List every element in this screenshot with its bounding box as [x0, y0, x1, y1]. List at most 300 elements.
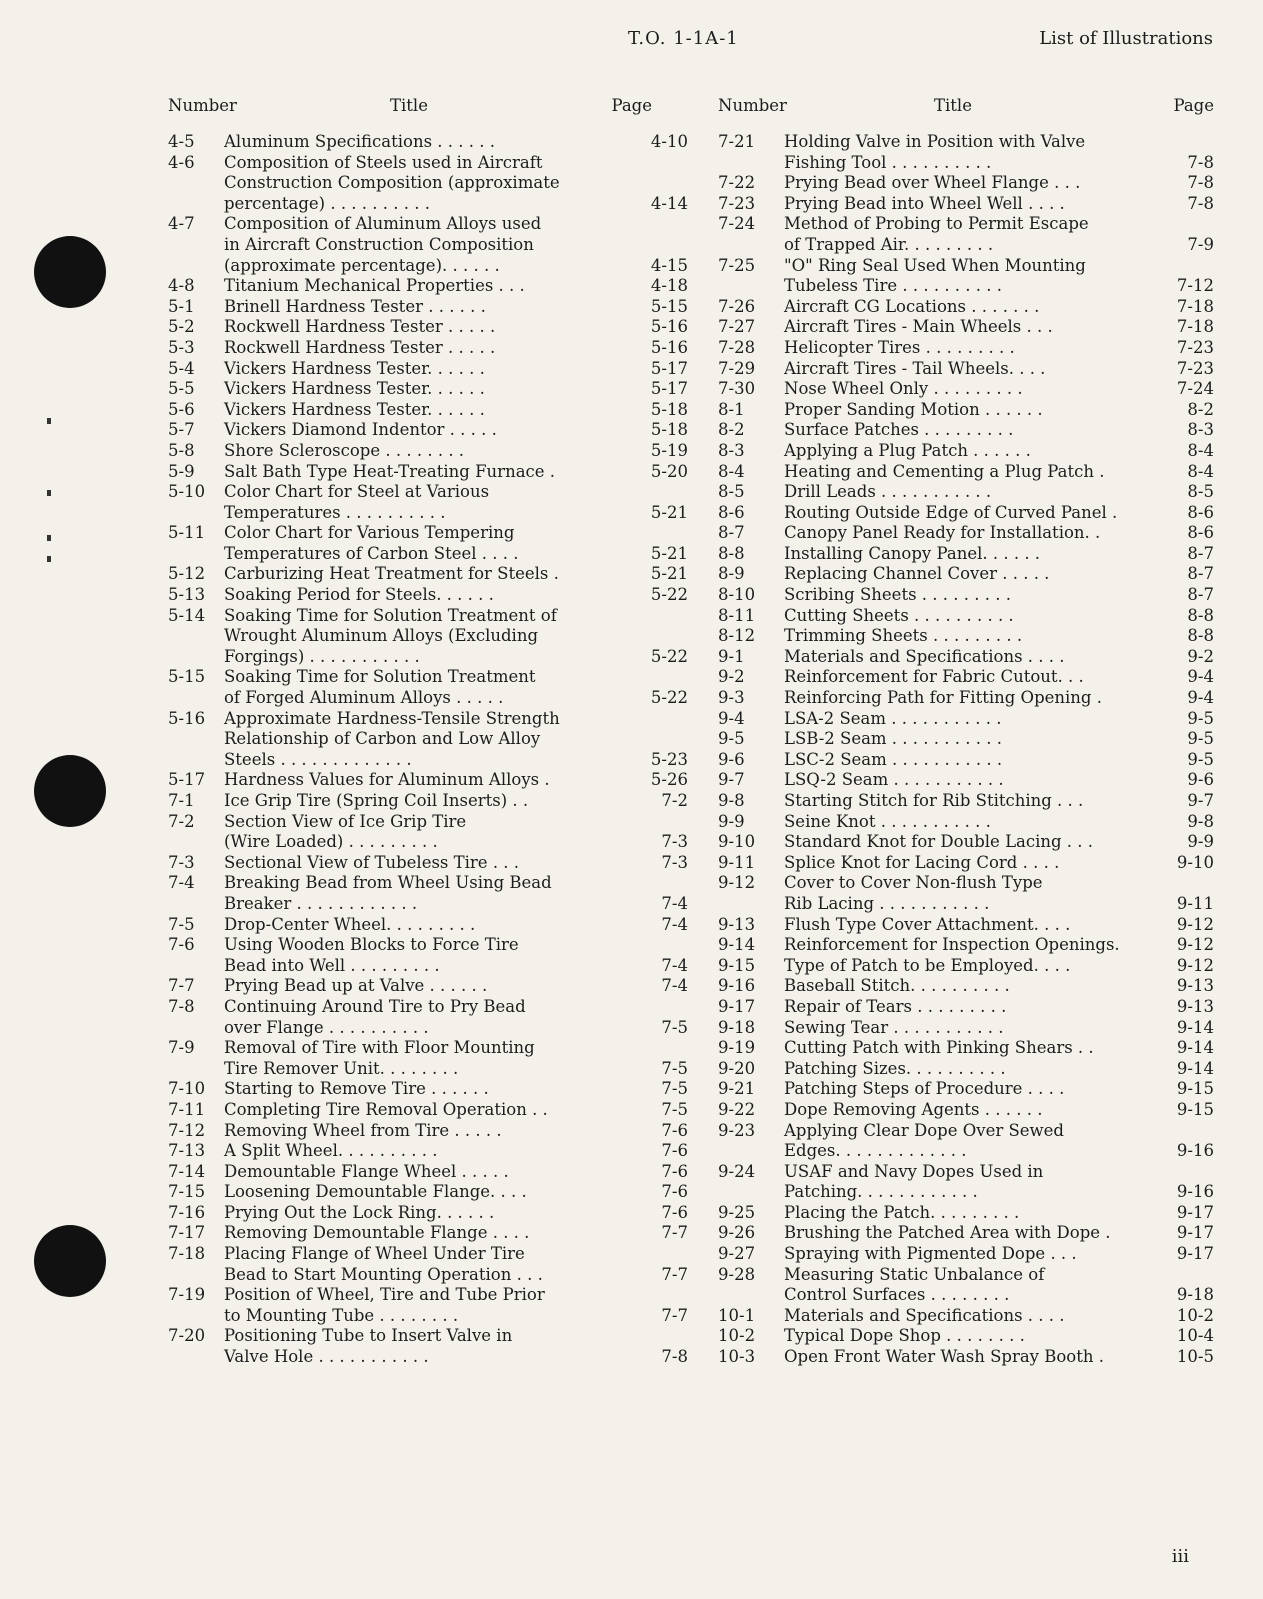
figure-page: 9-2	[1187, 646, 1214, 666]
figure-number: 5-4	[168, 358, 195, 378]
figure-number: 8-8	[718, 543, 745, 563]
figure-title-line: Fishing Tool . . . . . . . . . .	[784, 152, 992, 172]
figure-title-line: Vickers Hardness Tester. . . . . .	[224, 399, 485, 419]
figure-number: 9-12	[718, 873, 756, 893]
figure-number: 9-20	[718, 1058, 756, 1078]
list-item	[168, 1244, 688, 1285]
figure-title-line: Splice Knot for Lacing Cord . . . .	[784, 852, 1060, 872]
figure-page: 8-2	[1187, 399, 1214, 419]
figure-number: 9-23	[718, 1120, 756, 1140]
figure-page: 9-16	[1176, 1141, 1214, 1161]
figure-number: 9-19	[718, 1038, 756, 1058]
figure-title-line: Reinforcement for Fabric Cutout. . .	[784, 667, 1084, 687]
figure-title-line: Seine Knot . . . . . . . . . . .	[784, 811, 991, 831]
figure-number: 5-5	[168, 379, 195, 399]
figure-title-line: Color Chart for Various Tempering	[224, 523, 515, 543]
figure-title-line: Removing Wheel from Tire . . . . .	[224, 1120, 502, 1140]
illustration-list-left	[168, 132, 688, 1368]
list-item	[718, 256, 1214, 297]
figure-number: 7-21	[718, 132, 756, 151]
figure-title-line: Prying Bead up at Valve . . . . . .	[224, 976, 488, 996]
figure-title-line: in Aircraft Construction Composition	[224, 234, 534, 254]
figure-title-line: Steels . . . . . . . . . . . . .	[224, 749, 412, 769]
list-item	[718, 667, 1214, 688]
list-item	[718, 750, 1214, 771]
figure-page: 7-5	[661, 1058, 688, 1078]
figure-title-line: Aircraft Tires - Main Wheels . . .	[784, 317, 1053, 337]
figure-title-line: Edges. . . . . . . . . . . . .	[784, 1141, 967, 1161]
figure-title-line: Approximate Hardness-Tensile Strength	[224, 708, 560, 728]
figure-title-line: Temperatures . . . . . . . . . .	[224, 502, 446, 522]
figure-title-line: Rockwell Hardness Tester . . . . .	[224, 317, 496, 337]
figure-title-line: LSQ-2 Seam . . . . . . . . . . .	[784, 770, 1004, 790]
figure-number: 9-13	[718, 914, 756, 934]
figure-page: 7-8	[1187, 152, 1214, 172]
figure-title-line: Completing Tire Removal Operation . .	[224, 1099, 548, 1119]
figure-title-line: Aircraft Tires - Tail Wheels. . . .	[784, 358, 1046, 378]
figure-number: 5-9	[168, 461, 195, 481]
figure-number: 4-6	[168, 152, 195, 172]
figure-page: 9-15	[1176, 1099, 1214, 1119]
list-item	[718, 1203, 1214, 1224]
figure-title-line: Relationship of Carbon and Low Alloy	[224, 729, 541, 749]
figure-page: 7-8	[661, 1347, 688, 1367]
figure-page: 5-20	[650, 461, 688, 481]
list-item	[168, 791, 688, 812]
figure-title-line: Aircraft CG Locations . . . . . . .	[784, 296, 1040, 316]
figure-title-line: Placing the Patch. . . . . . . . .	[784, 1202, 1020, 1222]
figure-title-line: Cover to Cover Non-flush Type	[784, 873, 1043, 893]
figure-page: 5-21	[650, 543, 688, 563]
figure-title-line: Vickers Diamond Indentor . . . . .	[224, 420, 497, 440]
figure-title-line: LSA-2 Seam . . . . . . . . . . .	[784, 708, 1002, 728]
figure-title-line: Prying Bead over Wheel Flange . . .	[784, 173, 1081, 193]
figure-page: 9-12	[1176, 935, 1214, 955]
figure-number: 5-11	[168, 523, 206, 543]
figure-number: 7-15	[168, 1182, 206, 1202]
figure-title-line: Rib Lacing . . . . . . . . . . .	[784, 893, 990, 913]
figure-title-line: Carburizing Heat Treatment for Steels .	[224, 564, 559, 584]
list-item	[168, 935, 688, 976]
figure-title-line: Vickers Hardness Tester. . . . . .	[224, 379, 485, 399]
figure-title-line: Bead into Well . . . . . . . . .	[224, 955, 440, 975]
list-item	[168, 1100, 688, 1121]
figure-page: 5-17	[650, 358, 688, 378]
list-item	[718, 606, 1214, 627]
figure-title-line: Repair of Tears . . . . . . . . .	[784, 996, 1007, 1016]
figure-number: 7-16	[168, 1202, 206, 1222]
figure-page: 7-5	[661, 1017, 688, 1037]
list-item	[718, 544, 1214, 565]
figure-page: 5-23	[650, 749, 688, 769]
list-item	[168, 1223, 688, 1244]
figure-number: 7-30	[718, 379, 756, 399]
figure-title-line: Bead to Start Mounting Operation . . .	[224, 1264, 543, 1284]
figure-page: 9-11	[1176, 893, 1214, 913]
figure-title-line: Shore Scleroscope . . . . . . . .	[224, 440, 465, 460]
figure-number: 9-15	[718, 955, 756, 975]
figure-number: 5-12	[168, 564, 206, 584]
figure-page: 9-4	[1187, 688, 1214, 708]
figure-page: 9-14	[1176, 1038, 1214, 1058]
section-title: List of Illustrations	[1039, 28, 1213, 49]
figure-number: 8-9	[718, 564, 745, 584]
figure-page: 5-16	[650, 337, 688, 357]
figure-title-line: Demountable Flange Wheel . . . . .	[224, 1161, 509, 1181]
figure-number: 7-26	[718, 296, 756, 316]
figure-page: 7-4	[661, 976, 688, 996]
page-header: Page	[1173, 96, 1214, 115]
list-item	[718, 523, 1214, 544]
figure-number: 9-7	[718, 770, 745, 790]
list-item	[718, 873, 1214, 914]
figure-page: 9-17	[1176, 1244, 1214, 1264]
figure-title-line: Section View of Ice Grip Tire	[224, 811, 467, 831]
figure-title-line: Color Chart for Steel at Various	[224, 482, 490, 502]
list-item	[718, 1306, 1214, 1327]
figure-number: 5-14	[168, 605, 206, 625]
figure-number: 8-2	[718, 420, 745, 440]
figure-page: 4-18	[650, 276, 688, 296]
list-item	[168, 812, 688, 853]
list-item	[168, 873, 688, 914]
figure-number: 5-13	[168, 585, 206, 605]
list-item	[168, 976, 688, 997]
list-item	[718, 832, 1214, 853]
figure-title-line: Titanium Mechanical Properties . . .	[224, 276, 525, 296]
figure-page: 7-9	[1187, 234, 1214, 254]
figure-number: 9-21	[718, 1079, 756, 1099]
figure-title-line: Starting to Remove Tire . . . . . .	[224, 1079, 489, 1099]
figure-number: 7-22	[718, 173, 756, 193]
list-item	[718, 791, 1214, 812]
figure-number: 5-1	[168, 296, 195, 316]
figure-title-line: LSC-2 Seam . . . . . . . . . . .	[784, 749, 1003, 769]
figure-number: 9-17	[718, 996, 756, 1016]
figure-title-line: Scribing Sheets . . . . . . . . .	[784, 585, 1011, 605]
figure-title-line: Brushing the Patched Area with Dope .	[784, 1223, 1111, 1243]
punch-mark	[47, 418, 51, 424]
figure-number: 7-1	[168, 791, 195, 810]
figure-title-line: "O" Ring Seal Used When Mounting	[784, 255, 1086, 275]
figure-title-line: Applying Clear Dope Over Sewed	[784, 1120, 1064, 1140]
figure-number: 8-10	[718, 585, 756, 605]
figure-number: 9-26	[718, 1223, 756, 1243]
figure-page: 7-12	[1176, 276, 1214, 296]
figure-page: 8-6	[1187, 502, 1214, 522]
punch-mark	[47, 490, 51, 496]
figure-number: 9-28	[718, 1264, 756, 1284]
figure-number: 5-7	[168, 420, 195, 440]
figure-page: 7-7	[661, 1223, 688, 1243]
figure-title-line: Breaker . . . . . . . . . . . .	[224, 893, 418, 913]
list-item	[718, 1100, 1214, 1121]
figure-page: 7-23	[1176, 358, 1214, 378]
figure-title-line: Vickers Hardness Tester. . . . . .	[224, 358, 485, 378]
figure-page: 5-16	[650, 317, 688, 337]
list-item	[718, 812, 1214, 833]
list-item	[718, 1223, 1214, 1244]
figure-page: 9-18	[1176, 1285, 1214, 1305]
figure-page: 5-22	[650, 585, 688, 605]
figure-number: 7-7	[168, 976, 195, 996]
figure-number: 7-9	[168, 1038, 195, 1058]
list-item	[168, 276, 688, 297]
list-item	[718, 1347, 1214, 1368]
figure-title-line: Hardness Values for Aluminum Alloys .	[224, 770, 550, 790]
figure-title-line: Patching Steps of Procedure . . . .	[784, 1079, 1065, 1099]
punch-mark	[47, 556, 51, 562]
list-item	[168, 1079, 688, 1100]
figure-title-line: Removing Demountable Flange . . . .	[224, 1223, 530, 1243]
figure-page: 8-7	[1187, 585, 1214, 605]
figure-number: 9-10	[718, 832, 756, 852]
figure-number: 7-13	[168, 1141, 206, 1161]
figure-page: 8-3	[1187, 420, 1214, 440]
figure-page: 7-4	[661, 893, 688, 913]
list-item	[718, 976, 1214, 997]
figure-title-line: Continuing Around Tire to Pry Bead	[224, 996, 526, 1016]
figure-number: 8-4	[718, 461, 745, 481]
figure-number: 7-8	[168, 996, 195, 1016]
figure-title-line: Dope Removing Agents . . . . . .	[784, 1099, 1043, 1119]
figure-page: 9-9	[1187, 832, 1214, 852]
figure-title-line: Forgings) . . . . . . . . . . .	[224, 646, 420, 666]
list-item	[168, 317, 688, 338]
figure-page: 5-15	[650, 296, 688, 316]
figure-page: 5-18	[650, 420, 688, 440]
figure-page: 8-8	[1187, 626, 1214, 646]
figure-number: 9-11	[718, 852, 756, 872]
figure-title-line: Measuring Static Unbalance of	[784, 1264, 1045, 1284]
figure-page: 8-4	[1187, 461, 1214, 481]
figure-title-line: Baseball Stitch. . . . . . . . . .	[784, 976, 1010, 996]
figure-title-line: Tubeless Tire . . . . . . . . . .	[784, 276, 1003, 296]
list-item	[168, 1141, 688, 1162]
figure-number: 7-12	[168, 1120, 206, 1140]
figure-title-line: Prying Bead into Wheel Well . . . .	[784, 193, 1065, 213]
figure-number: 4-8	[168, 276, 195, 296]
figure-page: 7-3	[661, 832, 688, 852]
figure-page: 5-19	[650, 440, 688, 460]
figure-page: 9-13	[1176, 996, 1214, 1016]
list-item	[168, 132, 688, 153]
figure-title-line: Proper Sanding Motion . . . . . .	[784, 399, 1043, 419]
figure-title-line: Reinforcement for Inspection Openings.	[784, 935, 1120, 955]
list-item	[718, 482, 1214, 503]
figure-title-line: Valve Hole . . . . . . . . . . .	[224, 1347, 429, 1367]
punch-mark	[47, 535, 51, 541]
figure-title-line: Soaking Time for Solution Treatment	[224, 667, 536, 687]
figure-number: 8-11	[718, 605, 756, 625]
figure-page: 5-17	[650, 379, 688, 399]
figure-page: 7-8	[1187, 173, 1214, 193]
column-headers	[718, 92, 1214, 132]
list-item	[718, 626, 1214, 647]
figure-title-line: Salt Bath Type Heat-Treating Furnace .	[224, 461, 556, 481]
figure-page: 7-6	[661, 1120, 688, 1140]
figure-title-line: Aluminum Specifications . . . . . .	[224, 132, 495, 151]
list-item	[168, 441, 688, 462]
page-number: iii	[1171, 1546, 1189, 1567]
list-item	[718, 214, 1214, 255]
figure-title-line: Construction Composition (approximate	[224, 173, 560, 193]
list-item	[168, 667, 688, 708]
figure-page: 7-4	[661, 955, 688, 975]
figure-title-line: Drill Leads . . . . . . . . . . .	[784, 482, 992, 502]
figure-number: 7-2	[168, 811, 195, 831]
figure-page: 9-10	[1176, 852, 1214, 872]
figure-number: 7-27	[718, 317, 756, 337]
figure-title-line: percentage) . . . . . . . . . .	[224, 193, 430, 213]
figure-number: 8-7	[718, 523, 745, 543]
figure-title-line: Wrought Aluminum Alloys (Excluding	[224, 626, 539, 646]
list-item	[168, 915, 688, 936]
figure-number: 10-3	[718, 1347, 756, 1367]
figure-number: 5-10	[168, 482, 206, 502]
figure-page: 4-10	[650, 132, 688, 151]
figure-page: 4-15	[650, 255, 688, 275]
figure-number: 5-6	[168, 399, 195, 419]
list-item	[718, 1326, 1214, 1347]
figure-title-line: Applying a Plug Patch . . . . . .	[784, 440, 1031, 460]
figure-page: 9-13	[1176, 976, 1214, 996]
list-item	[718, 709, 1214, 730]
figure-number: 7-28	[718, 337, 756, 357]
figure-title-line: Tire Remover Unit. . . . . . . .	[224, 1058, 459, 1078]
figure-number: 7-19	[168, 1285, 206, 1305]
figure-page: 8-7	[1187, 564, 1214, 584]
list-item	[168, 1326, 688, 1367]
figure-page: 10-2	[1176, 1305, 1214, 1325]
figure-title-line: Cutting Patch with Pinking Shears . .	[784, 1038, 1094, 1058]
list-item	[718, 379, 1214, 400]
figure-title-line: Patching Sizes. . . . . . . . . .	[784, 1058, 1006, 1078]
list-item	[718, 997, 1214, 1018]
figure-title-line: to Mounting Tube . . . . . . . .	[224, 1305, 459, 1325]
figure-page: 9-15	[1176, 1079, 1214, 1099]
figure-number: 9-5	[718, 729, 745, 749]
list-item	[718, 647, 1214, 668]
figure-title-line: Prying Out the Lock Ring. . . . . .	[224, 1202, 495, 1222]
figure-page: 7-6	[661, 1182, 688, 1202]
figure-title-line: Routing Outside Edge of Curved Panel .	[784, 502, 1118, 522]
list-item	[718, 297, 1214, 318]
figure-title-line: Method of Probing to Permit Escape	[784, 214, 1089, 234]
figure-title-line: Replacing Channel Cover . . . . .	[784, 564, 1050, 584]
list-item	[168, 853, 688, 874]
figure-page: 7-7	[661, 1264, 688, 1284]
list-item	[168, 1038, 688, 1079]
list-item	[168, 1162, 688, 1183]
list-item	[718, 503, 1214, 524]
figure-title-line: Using Wooden Blocks to Force Tire	[224, 935, 519, 955]
figure-page: 5-18	[650, 399, 688, 419]
figure-title-line: Sewing Tear . . . . . . . . . . .	[784, 1017, 1004, 1037]
list-item	[168, 1121, 688, 1142]
figure-number: 7-20	[168, 1326, 206, 1346]
figure-number: 8-5	[718, 482, 745, 502]
figure-title-line: Typical Dope Shop . . . . . . . .	[784, 1326, 1025, 1346]
list-item	[718, 1121, 1214, 1162]
figure-page: 9-6	[1187, 770, 1214, 790]
figure-number: 5-16	[168, 708, 206, 728]
list-item	[718, 420, 1214, 441]
figure-page: 7-5	[661, 1099, 688, 1119]
figure-title-line: Spraying with Pigmented Dope . . .	[784, 1244, 1077, 1264]
figure-title-line: (approximate percentage). . . . . .	[224, 255, 500, 275]
figure-title-line: Composition of Aluminum Alloys used	[224, 214, 542, 234]
list-item	[718, 132, 1214, 173]
figure-title-line: Patching. . . . . . . . . . . .	[784, 1182, 978, 1202]
figure-title-line: Removal of Tire with Floor Mounting	[224, 1038, 535, 1058]
figure-title-line: Sectional View of Tubeless Tire . . .	[224, 852, 520, 872]
list-item	[718, 338, 1214, 359]
figure-number: 9-14	[718, 935, 756, 955]
page-header: Page	[611, 96, 652, 115]
figure-number: 7-24	[718, 214, 756, 234]
list-item	[718, 1162, 1214, 1203]
list-item	[168, 214, 688, 276]
figure-number: 7-18	[168, 1244, 206, 1264]
list-item	[168, 585, 688, 606]
illustration-list-right	[718, 132, 1214, 1368]
list-item	[718, 194, 1214, 215]
figure-title-line: of Trapped Air. . . . . . . . .	[784, 234, 994, 254]
figure-number: 9-22	[718, 1099, 756, 1119]
figure-number: 5-3	[168, 337, 195, 357]
number-header: Number	[168, 96, 237, 115]
list-item	[718, 317, 1214, 338]
figure-number: 4-7	[168, 214, 195, 234]
figure-number: 9-4	[718, 708, 745, 728]
figure-title-line: Helicopter Tires . . . . . . . . .	[784, 337, 1015, 357]
figure-page: 9-16	[1176, 1182, 1214, 1202]
figure-page: 7-24	[1176, 379, 1214, 399]
list-item	[168, 523, 688, 564]
binder-hole-bottom	[34, 1225, 106, 1297]
figure-number: 7-14	[168, 1161, 206, 1181]
figure-title-line: Holding Valve in Position with Valve	[784, 132, 1086, 151]
figure-number: 8-6	[718, 502, 745, 522]
list-item	[168, 1203, 688, 1224]
figure-title-line: Cutting Sheets . . . . . . . . . .	[784, 605, 1014, 625]
list-item	[168, 400, 688, 421]
list-item	[168, 359, 688, 380]
list-item	[718, 688, 1214, 709]
figure-number: 9-8	[718, 791, 745, 810]
figure-number: 9-6	[718, 749, 745, 769]
left-column	[168, 92, 688, 1368]
figure-page: 8-6	[1187, 523, 1214, 543]
figure-page: 4-14	[650, 193, 688, 213]
list-item	[168, 462, 688, 483]
figure-number: 7-11	[168, 1099, 206, 1119]
figure-title-line: Placing Flange of Wheel Under Tire	[224, 1244, 525, 1264]
figure-number: 7-17	[168, 1223, 206, 1243]
list-item	[168, 997, 688, 1038]
figure-number: 9-25	[718, 1202, 756, 1222]
figure-number: 9-9	[718, 811, 745, 831]
figure-page: 9-5	[1187, 708, 1214, 728]
figure-number: 9-3	[718, 688, 745, 708]
figure-title-line: Surface Patches . . . . . . . . .	[784, 420, 1014, 440]
list-item	[168, 379, 688, 400]
list-item	[168, 297, 688, 318]
figure-page: 7-6	[661, 1161, 688, 1181]
list-item	[718, 853, 1214, 874]
figure-number: 9-16	[718, 976, 756, 996]
